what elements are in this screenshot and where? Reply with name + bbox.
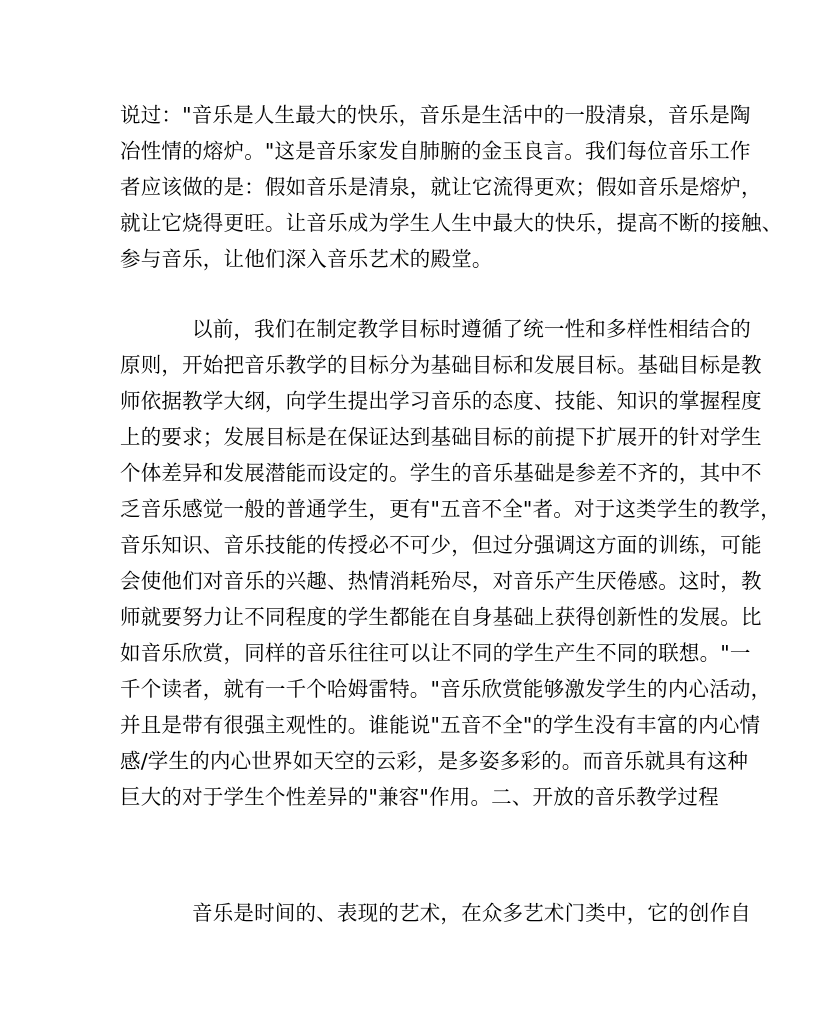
text-line: 音乐知识、音乐技能的传授必不可少，但过分强调这方面的训练，可能: [120, 533, 762, 557]
text-line: 师依据教学大纲，向学生提出学习音乐的态度、技能、知识的掌握程度: [120, 389, 762, 413]
text-line: 会使他们对音乐的兴趣、热情消耗殆尽，对音乐产生厌倦感。这时，教: [120, 569, 762, 593]
text-line: 参与音乐，让他们深入音乐艺术的殿堂。: [120, 247, 493, 271]
text-line: 个体差异和发展潜能而设定的。学生的音乐基础是参差不齐的，其中不: [120, 461, 762, 485]
text-line: 师就要努力让不同程度的学生都能在自身基础上获得创新性的发展。比: [120, 605, 762, 629]
text-line: 冶性情的熔炉。"这是音乐家发自肺腑的金玉良言。我们每位音乐工作: [120, 139, 751, 163]
text-line: 以前，我们在制定教学目标时遵循了统一性和多样性相结合的: [192, 317, 751, 341]
text-line: 音乐是时间的、表现的艺术，在众多艺术门类中，它的创作自: [192, 901, 751, 925]
text-line: 就让它烧得更旺。让音乐成为学生人生中最大的快乐，提高不断的接触、: [120, 211, 783, 235]
text-line: 并且是带有很强主观性的。谁能说"五音不全"的学生没有丰富的内心情: [120, 713, 761, 737]
text-line: 巨大的对于学生个性差异的"兼容"作用。二、开放的音乐教学过程: [120, 785, 719, 809]
text-line: 上的要求；发展目标是在保证达到基础目标的前提下扩展开的针对学生: [120, 425, 762, 449]
paragraph-3: [120, 895, 751, 931]
text-line: 者应该做的是：假如音乐是清泉，就让它流得更欢；假如音乐是熔炉，: [120, 175, 762, 199]
text-line: 千个读者，就有一千个哈姆雷特。"音乐欣赏能够激发学生的内心活动，: [120, 677, 772, 701]
text-line: 说过："音乐是人生最大的快乐，音乐是生活中的一股清泉，音乐是陶: [120, 103, 751, 127]
paragraph-1: [120, 97, 783, 277]
text-line: 感/学生的内心世界如天空的云彩，是多姿多彩的。而音乐就具有这种: [120, 749, 749, 773]
text-line: 乏音乐感觉一般的普通学生，更有"五音不全"者。对于这类学生的教学，: [120, 497, 781, 521]
paragraph-2: [120, 311, 781, 815]
text-line: 原则，开始把音乐教学的目标分为基础目标和发展目标。基础目标是教: [120, 353, 762, 377]
text-line: 如音乐欣赏，同样的音乐往往可以让不同的学生产生不同的联想。"一: [120, 641, 751, 665]
